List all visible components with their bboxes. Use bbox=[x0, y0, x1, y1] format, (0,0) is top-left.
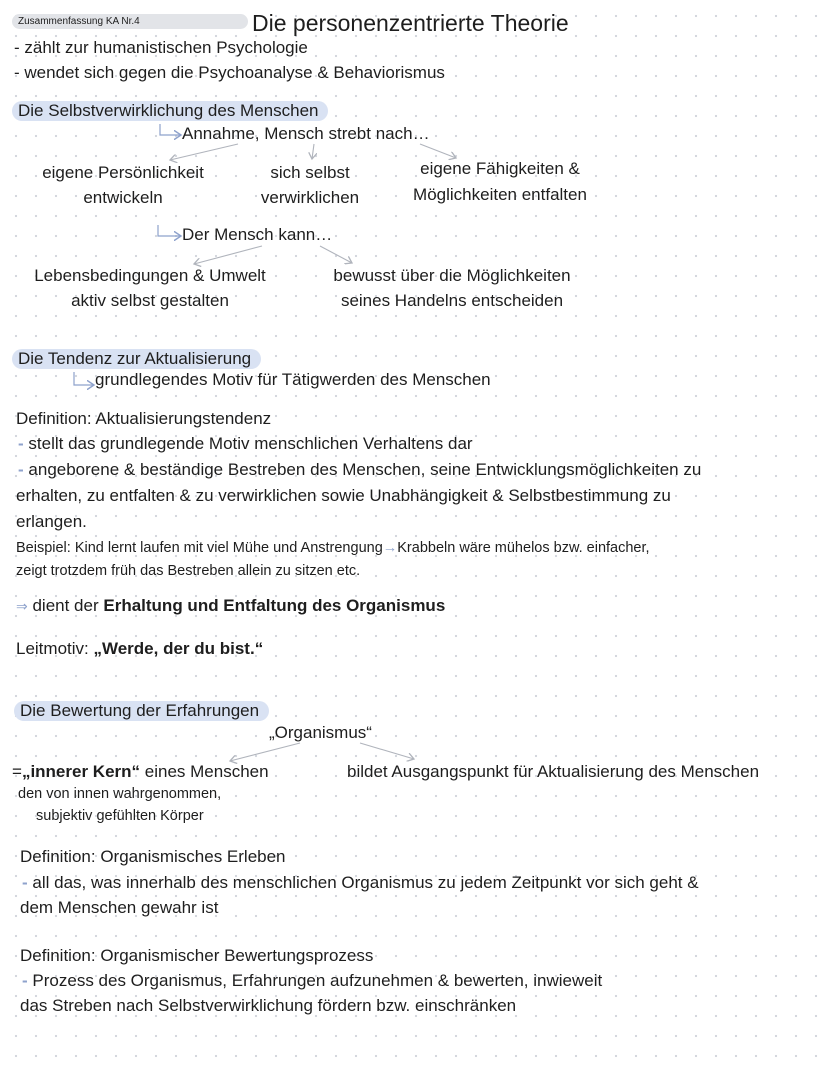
example-line: zeigt trotzdem früh das Bestreben allein zu sitzen etc. bbox=[16, 563, 361, 579]
goal-line: eigene Persönlichkeit bbox=[42, 163, 204, 182]
ability-line: aktiv selbst gestalten bbox=[71, 291, 229, 310]
goal-abilities bbox=[394, 159, 606, 205]
assumption-text: Annahme, Mensch strebt nach… bbox=[182, 124, 430, 143]
definition-point-cont: erhalten, zu entfalten & zu verwirklichen sowie Unabhängigkeit & Selbstbestimmung zu bbox=[16, 486, 671, 505]
starting-point-text: bildet Ausgangspunkt für Aktualisierung des Menschen bbox=[347, 762, 760, 781]
leitmotiv-quote: „Werde, der du bist.“ bbox=[93, 639, 264, 658]
point-text: Prozess des Organismus, Erfahrungen aufzunehmen & bewerten, inwieweit bbox=[32, 971, 603, 990]
core-bold: „innerer Kern“ bbox=[21, 762, 141, 781]
motive-text: grundlegendes Motiv für Tätigwerden des Menschen bbox=[95, 370, 491, 389]
branch-arrow-icon bbox=[320, 246, 352, 263]
point-text: all das, was innerhalb des menschlichen Organismus zu jedem Zeitpunkt vor sich geht & bbox=[32, 873, 699, 892]
definition-point bbox=[22, 873, 699, 893]
can-text: Der Mensch kann… bbox=[182, 225, 333, 244]
goal-line: verwirklichen bbox=[260, 188, 360, 207]
header-label: Zusammenfassung KA Nr.4 bbox=[18, 16, 140, 27]
definition-point bbox=[22, 971, 602, 991]
arrow-right-icon: → bbox=[382, 540, 398, 556]
bullet-dash: - bbox=[22, 873, 28, 892]
core-suffix: eines Menschen bbox=[144, 762, 269, 781]
intro-line: - wendet sich gegen die Psychoanalyse & Behaviorismus bbox=[14, 63, 445, 82]
goal-line: entwickeln bbox=[83, 188, 163, 207]
core-line bbox=[12, 762, 269, 782]
ability-decide bbox=[306, 266, 598, 311]
elbow-arrow-icon bbox=[158, 225, 181, 236]
elbow-arrow-icon bbox=[74, 372, 94, 385]
definition-point bbox=[18, 434, 473, 454]
section-heading-aktualisierung: Die Tendenz zur Aktualisierung bbox=[12, 349, 261, 369]
organism-text: „Organismus“ bbox=[269, 723, 372, 742]
core-subtext: subjektiv gefühlten Körper bbox=[36, 808, 204, 824]
core-subtext: den von innen wahrgenommen, bbox=[18, 786, 222, 802]
definition-title: Definition: Organismisches Erleben bbox=[20, 847, 286, 866]
branch-arrow-icon bbox=[360, 743, 414, 759]
leitmotiv-line bbox=[16, 639, 263, 659]
branch-arrow-icon bbox=[420, 144, 456, 158]
point-text: stellt das grundlegende Motiv menschlichen Verhaltens dar bbox=[28, 434, 473, 453]
definition-title: Definition: Organismischer Bewertungsprozess bbox=[20, 946, 374, 965]
ability-line: bewusst über die Möglichkeiten bbox=[333, 266, 571, 285]
intro-line: - zählt zur humanistischen Psychologie bbox=[14, 38, 308, 57]
goal-personality bbox=[30, 163, 216, 208]
example-text: Krabbeln wäre mühelos bzw. einfacher, bbox=[397, 540, 650, 556]
page-title: Die personenzentrierte Theorie bbox=[252, 10, 569, 36]
definition-title: Definition: Aktualisierungstendenz bbox=[16, 409, 272, 428]
example-label: Beispiel: bbox=[16, 540, 71, 556]
example-text: Kind lernt laufen mit viel Mühe und Anstrengung bbox=[74, 540, 383, 556]
bullet-dash: - bbox=[18, 434, 24, 453]
ability-shape bbox=[12, 266, 288, 311]
ability-line: Lebensbedingungen & Umwelt bbox=[34, 266, 266, 285]
core-prefix: = bbox=[12, 762, 22, 781]
goal-line: Möglichkeiten entfalten bbox=[413, 185, 587, 204]
elbow-arrow-icon bbox=[160, 124, 181, 135]
branch-arrow-icon bbox=[312, 144, 314, 159]
double-arrow-icon: ⇒ bbox=[16, 598, 28, 614]
point-text: angeborene & beständige Bestreben des Menschen, seine Entwicklungsmöglichkeiten zu bbox=[28, 460, 702, 479]
bullet-dash: - bbox=[18, 460, 24, 479]
branch-arrow-icon bbox=[230, 743, 300, 761]
goal-line: sich selbst bbox=[270, 163, 350, 182]
ability-line: seines Handelns entscheiden bbox=[340, 291, 564, 310]
definition-point bbox=[18, 460, 701, 480]
branch-arrow-icon bbox=[170, 144, 238, 160]
goal-line: eigene Fähigkeiten & bbox=[420, 159, 580, 178]
serves-line bbox=[16, 596, 445, 616]
goal-self bbox=[250, 163, 370, 208]
serves-prefix: dient der bbox=[32, 596, 99, 615]
leitmotiv-label: Leitmotiv: bbox=[16, 639, 89, 658]
section-heading-bewertung: Die Bewertung der Erfahrungen bbox=[14, 701, 269, 721]
example-line bbox=[16, 539, 650, 557]
section-heading-selbstverwirklichung: Die Selbstverwirklichung des Menschen bbox=[12, 101, 328, 121]
definition-point-cont: das Streben nach Selbstverwirklichung fördern bzw. einschränken bbox=[20, 996, 517, 1015]
definition-point-cont: dem Menschen gewahr ist bbox=[20, 898, 219, 917]
bullet-dash: - bbox=[22, 971, 28, 990]
serves-bold: Erhaltung und Entfaltung des Organismus bbox=[103, 596, 446, 615]
branch-arrow-icon bbox=[194, 246, 262, 264]
definition-point-cont: erlangen. bbox=[16, 512, 87, 531]
